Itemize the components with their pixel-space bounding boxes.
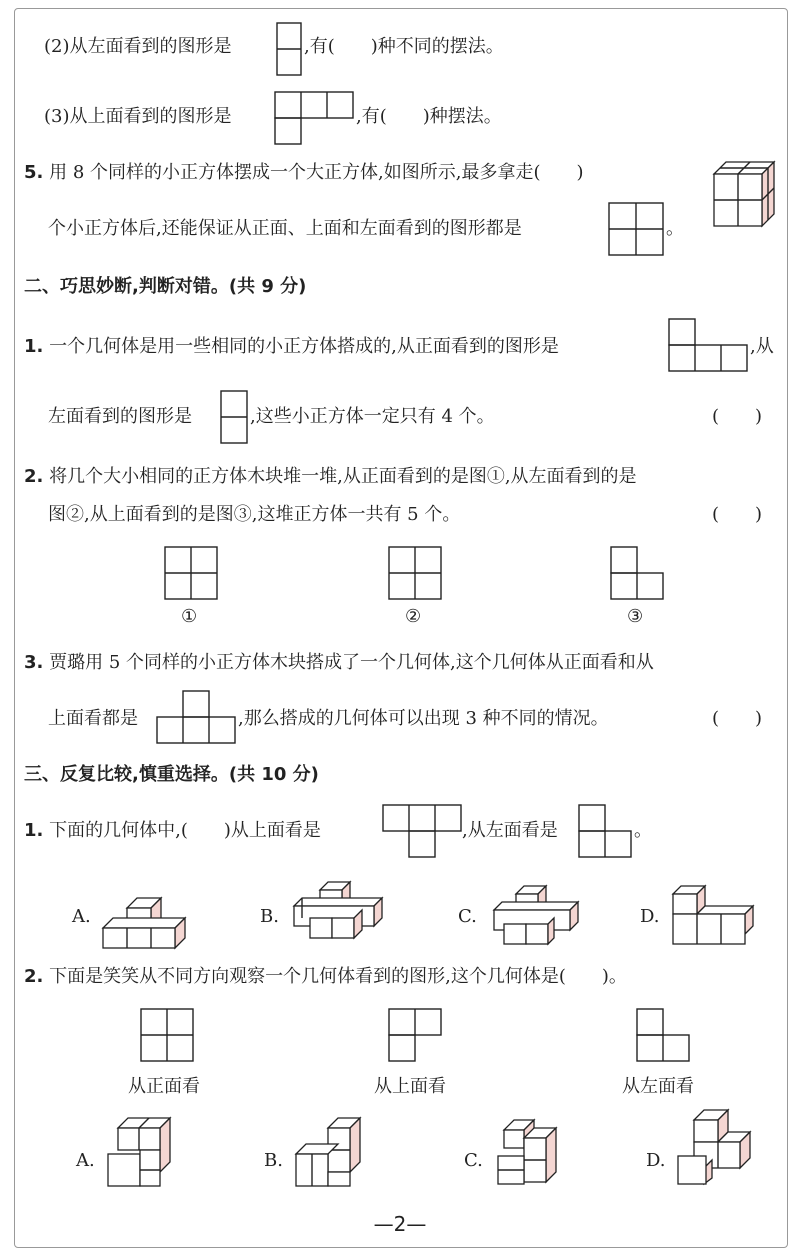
s2-q3-line2: 上面看都是 [48, 708, 138, 729]
top-view-t-figure [382, 804, 462, 858]
q5-line2-end: 。 [666, 218, 684, 239]
option-d-solid[interactable] [674, 1108, 754, 1188]
s3-q1-text-end: 。 [634, 820, 652, 841]
option-label[interactable]: D. [640, 906, 660, 927]
view-top-figure [388, 1008, 442, 1062]
option-label[interactable]: C. [464, 1150, 483, 1171]
s2-q1-line1: 1. 一个几何体是用一些相同的小正方体搭成的,从正面看到的图形是 [24, 336, 559, 357]
option-label[interactable]: B. [260, 906, 279, 927]
section-3-heading: 三、反复比较,慎重选择。(共 10 分) [24, 764, 319, 785]
figure-label: ③ [627, 606, 644, 627]
option-label[interactable]: B. [264, 1150, 283, 1171]
option-label[interactable]: A. [72, 906, 91, 927]
figure-3-l-shape [610, 546, 664, 600]
option-label[interactable]: D. [646, 1150, 666, 1171]
section-2-heading: 二、巧思妙断,判断对错。(共 9 分) [24, 276, 307, 297]
figure-1-grid [164, 546, 218, 600]
figure-2-grid [388, 546, 442, 600]
answer-paren[interactable]: ( ) [712, 406, 763, 427]
front-view-figure [668, 318, 748, 372]
part-2-text: (2)从左面看到的图形是 [44, 36, 232, 57]
q5-line2: 个小正方体后,还能保证从正面、上面和左面看到的图形都是 [48, 218, 522, 239]
view-caption: 从正面看 [128, 1076, 200, 1097]
part-3-text: (3)从上面看到的图形是 [44, 106, 232, 127]
figure-label: ① [181, 606, 198, 627]
t-shape-figure [156, 690, 236, 744]
s2-q3-line1: 3. 贾璐用 5 个同样的小正方体木块搭成了一个几何体,这个几何体从正面看和从 [24, 652, 654, 673]
option-c-solid[interactable] [488, 880, 584, 946]
option-d-solid[interactable] [670, 884, 760, 948]
part-2-text-after: ,有( )种不同的摆法。 [304, 36, 504, 57]
s2-q1-line2-end: ,这些小正方体一定只有 4 个。 [250, 406, 495, 427]
view-caption: 从左面看 [622, 1076, 694, 1097]
square-2x2-figure [608, 202, 664, 256]
option-label[interactable]: C. [458, 906, 477, 927]
q5-line1: 5. 用 8 个同样的小正方体摆成一个大正方体,如图所示,最多拿走( ) [24, 162, 584, 183]
part-3-text-after: ,有( )种摆法。 [356, 106, 502, 127]
left-view-figure [276, 22, 302, 76]
s3-q1-text: 1. 下面的几何体中,( )从上面看是 [24, 820, 321, 841]
answer-paren[interactable]: ( ) [712, 504, 763, 525]
s2-q1-line2: 左面看到的图形是 [48, 406, 192, 427]
answer-paren[interactable]: ( ) [712, 708, 763, 729]
s2-q3-line2-end: ,那么搭成的几何体可以出现 3 种不同的情况。 [238, 708, 609, 729]
figure-label: ② [405, 606, 422, 627]
option-label[interactable]: A. [76, 1150, 95, 1171]
s2-q1-line1-end: ,从 [750, 336, 774, 357]
left-view-l-figure [578, 804, 632, 858]
view-caption: 从上面看 [374, 1076, 446, 1097]
view-front-figure [140, 1008, 194, 1062]
option-a-solid[interactable] [100, 884, 190, 948]
s3-q1-text-mid: ,从左面看是 [462, 820, 558, 841]
option-c-solid[interactable] [494, 1112, 566, 1188]
view-left-figure [636, 1008, 690, 1062]
s2-q2-line2: 图②,从上面看到的是图③,这堆正方体一共有 5 个。 [48, 504, 461, 525]
option-b-solid[interactable] [290, 878, 386, 946]
left-view-figure-2 [220, 390, 248, 444]
top-view-figure [274, 91, 354, 145]
option-b-solid[interactable] [292, 1114, 368, 1188]
s2-q2-line1: 2. 将几个大小相同的正方体木块堆一堆,从正面看到的是图①,从左面看到的是 [24, 466, 637, 487]
big-cube-figure [712, 158, 778, 230]
page-number: —2— [373, 1212, 427, 1236]
page-frame [14, 8, 788, 1248]
s3-q2-text: 2. 下面是笑笑从不同方向观察一个几何体看到的图形,这个几何体是( )。 [24, 966, 627, 987]
option-a-solid[interactable] [104, 1114, 176, 1188]
